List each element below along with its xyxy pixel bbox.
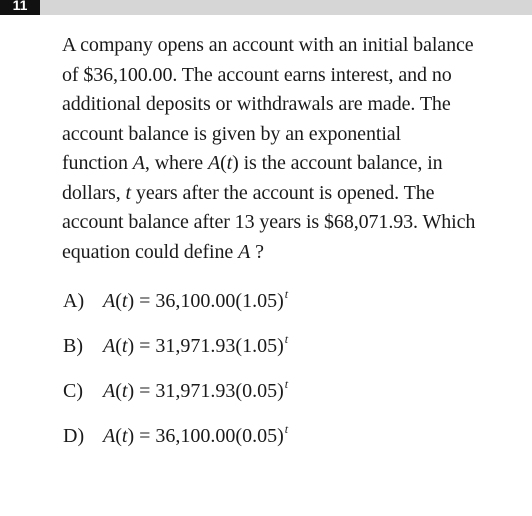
paren: ( — [115, 290, 122, 312]
function-arg: t — [121, 335, 128, 357]
growth-base: 1.05 — [242, 335, 278, 357]
exponent: t — [284, 332, 289, 346]
equals: ) = — [127, 335, 156, 357]
paren: ( — [235, 290, 243, 312]
math-variable: A — [132, 152, 145, 174]
paren: ( — [115, 335, 122, 357]
choice-equation — [103, 377, 289, 403]
stem-text: additional deposits or withdrawals are made. The — [62, 93, 451, 115]
answer-choice-a[interactable] — [63, 287, 523, 335]
stem-text: account balance after 13 years is $68,071.93. Which — [62, 211, 476, 233]
exponent: t — [284, 422, 289, 436]
paren: ) — [277, 290, 284, 312]
choice-letter: B) — [63, 335, 83, 357]
math-variable: A — [207, 152, 221, 174]
choice-letter: A) — [63, 290, 85, 312]
equals: ) = — [127, 290, 156, 312]
stem-text: ? — [250, 240, 264, 263]
function-name: A — [103, 380, 116, 402]
coefficient: 31,971.93 — [155, 380, 236, 402]
paren: ( — [115, 380, 122, 402]
growth-base: 0.05 — [242, 425, 278, 447]
growth-base: 0.05 — [242, 380, 278, 402]
paren: ( — [235, 380, 243, 402]
question-number-badge: 11 — [0, 0, 40, 15]
exponent: t — [284, 287, 289, 301]
stem-line — [62, 208, 530, 238]
paren: ) — [277, 335, 284, 357]
stem-line — [62, 149, 530, 179]
choice-equation — [103, 422, 289, 448]
header-bar — [0, 0, 532, 15]
stem-line — [62, 238, 530, 268]
paren: ( — [115, 425, 122, 447]
stem-line — [62, 179, 530, 209]
stem-line — [62, 120, 530, 150]
math-variable: t — [226, 152, 233, 174]
growth-base: 1.05 — [242, 290, 278, 312]
question-stem — [62, 31, 530, 267]
stem-text: ( — [220, 152, 227, 174]
stem-text: years after the account is opened. The — [131, 181, 435, 204]
coefficient: 36,100.00 — [155, 425, 236, 447]
function-name: A — [103, 425, 116, 447]
stem-line — [62, 61, 530, 91]
equals: ) = — [127, 425, 156, 447]
choice-letter: D) — [63, 425, 85, 447]
function-arg: t — [121, 380, 128, 402]
answer-choice-b[interactable] — [63, 332, 523, 380]
function-arg: t — [121, 290, 128, 312]
stem-text: A company opens an account with an initial balance — [62, 34, 474, 56]
equals: ) = — [127, 380, 156, 402]
stem-text: of $36,100.00. The account earns interest, and no — [62, 63, 452, 86]
answer-choices — [63, 287, 523, 470]
paren: ) — [277, 425, 284, 447]
stem-line — [62, 31, 530, 61]
paren: ) — [277, 380, 284, 402]
answer-choice-c[interactable] — [63, 377, 523, 425]
stem-text: equation could define — [62, 240, 239, 263]
stem-text: dollars, — [62, 181, 126, 204]
math-variable: A — [238, 240, 251, 263]
choice-equation — [103, 332, 289, 358]
coefficient: 31,971.93 — [155, 335, 236, 357]
math-variable: t — [125, 181, 132, 204]
stem-text: function — [62, 152, 133, 174]
exponent: t — [284, 377, 289, 391]
stem-line — [62, 90, 530, 120]
answer-choice-d[interactable] — [63, 422, 523, 470]
stem-text: , where — [144, 152, 208, 174]
paren: ( — [235, 425, 243, 447]
coefficient: 36,100.00 — [155, 290, 236, 312]
stem-text: ) is the account balance, in — [232, 152, 443, 174]
stem-text: account balance is given by an exponential — [62, 122, 402, 145]
choice-letter: C) — [63, 380, 83, 402]
paren: ( — [235, 335, 243, 357]
choice-equation — [103, 287, 289, 313]
function-name: A — [103, 290, 116, 312]
function-arg: t — [121, 425, 128, 447]
function-name: A — [103, 335, 116, 357]
